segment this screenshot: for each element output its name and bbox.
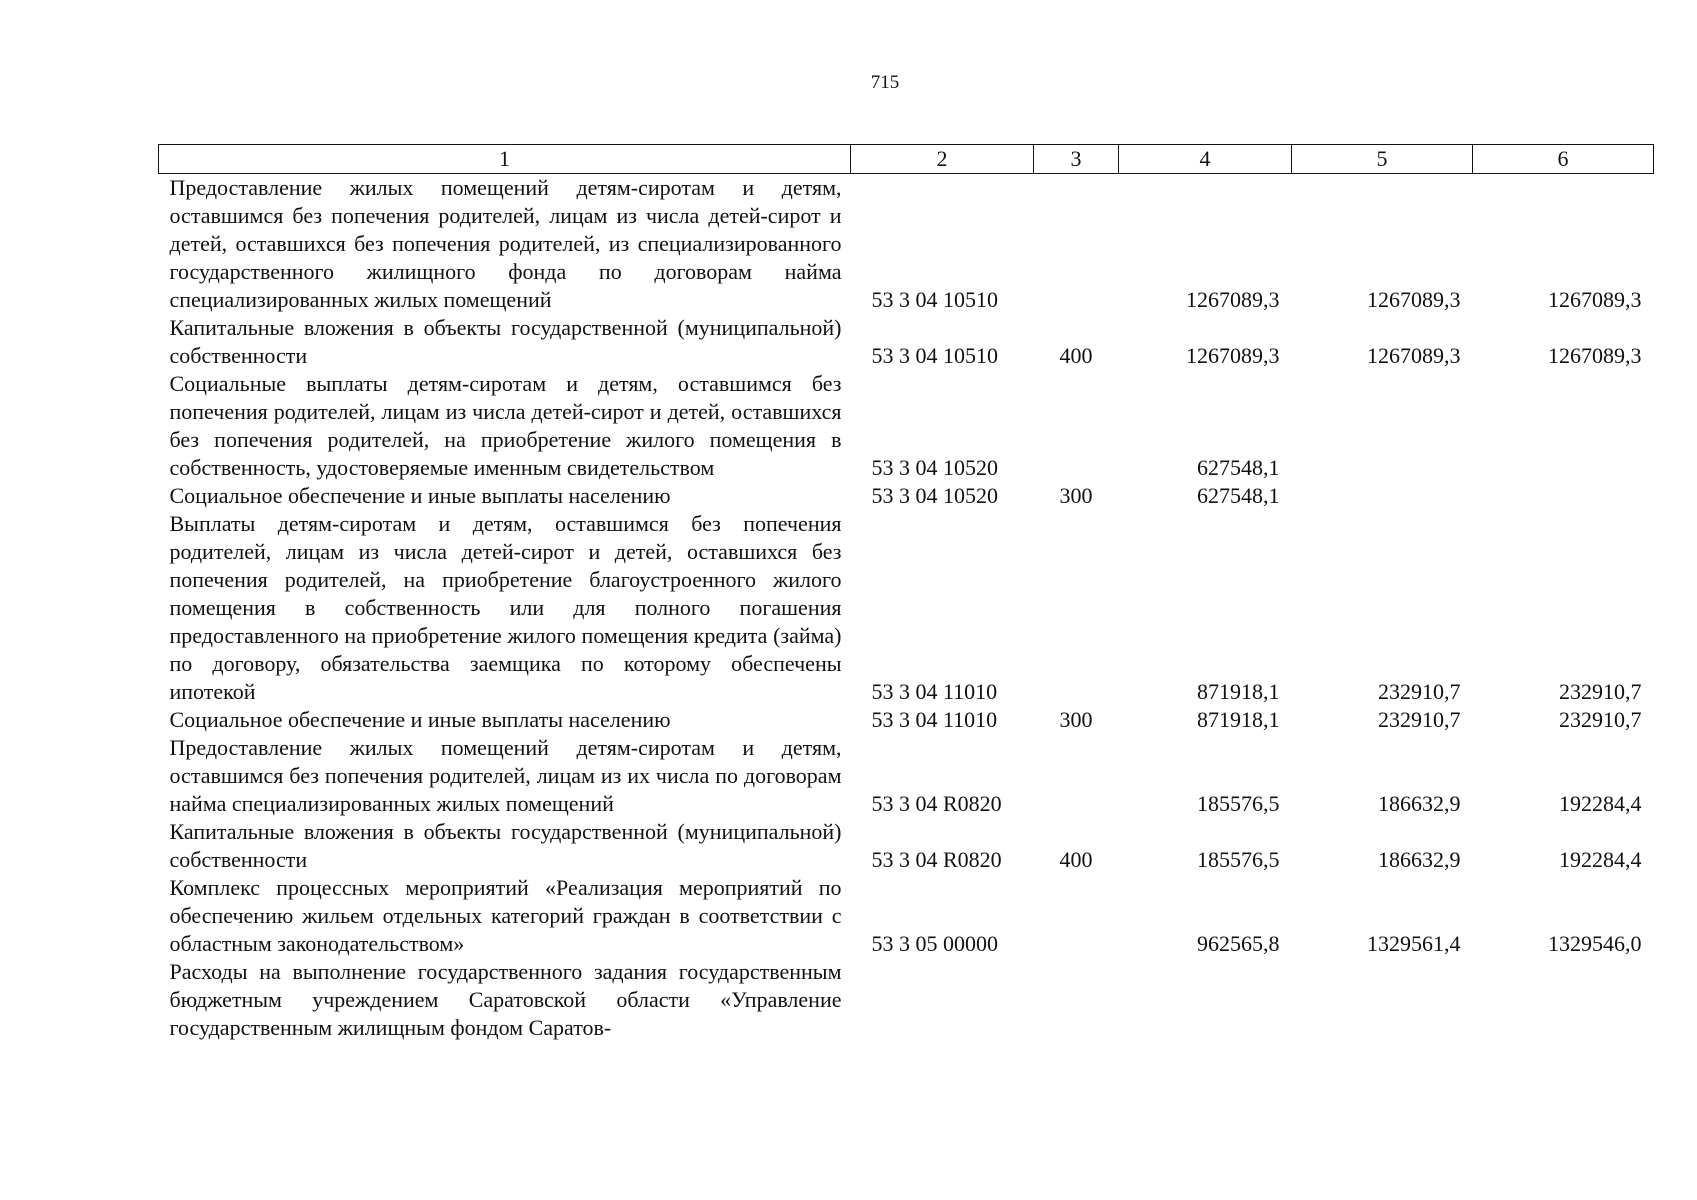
table-row [159,370,1654,482]
row-value-4: 1267089,3 [1186,287,1280,312]
row-name: Капитальные вложения в объекты государственной (муниципальной) собственности [169,819,842,872]
column-header-value-4: 4 [1119,145,1292,174]
row-value-6 [1473,958,1654,1042]
row-name: Социальное обеспечение и иные выплаты населению [169,707,671,732]
row-type [1034,958,1119,1042]
table-row [159,314,1654,370]
row-value-4: 962565,8 [1197,931,1280,956]
row-name: Социальные выплаты детям-сиротам и детям, оставшимся без попечения родителей, лицам из числа детей-сирот и детей, оставшихся без попечения родителей, на приобретение жилого помещения в собственность, удостоверяемые именным свидетельством [169,371,842,480]
row-code: 53 3 05 00000 [871,931,998,956]
row-code: 53 3 04 11010 [871,679,998,704]
row-code [851,958,1034,1042]
table-row [159,958,1654,1042]
row-value-4: 871918,1 [1197,679,1280,704]
row-value-4: 627548,1 [1197,455,1280,480]
table-row [159,510,1654,706]
row-name: Комплекс процессных мероприятий «Реализация мероприятий по обеспечению жильем отдельных категорий граждан в соответствии с областным законодательством» [169,875,842,956]
row-value-5 [1292,370,1473,482]
row-type [1034,874,1119,958]
row-value-6 [1473,370,1654,482]
row-type: 400 [1059,847,1093,872]
column-header-name: 1 [159,145,851,174]
row-type [1034,370,1119,482]
row-value-4: 185576,5 [1197,847,1280,872]
row-type: 400 [1059,343,1093,368]
row-value-6: 1267089,3 [1548,287,1642,312]
row-value-4 [1119,958,1292,1042]
row-value-5: 1329561,4 [1367,931,1461,956]
column-header-type: 3 [1034,145,1119,174]
row-name: Выплаты детям-сиротам и детям, оставшимся без попечения родителей, лицам из числа детей-сирот и детей, оставшихся без попечения родителей, на приобретение благоустроенного жилого помещения в собственность или для полного погашения предоставленного на приобретение жилого помещения кредита (займа) по договору, обязательства заемщика по которому обеспечены ипотекой [169,511,842,704]
row-name: Капитальные вложения в объекты государственной (муниципальной) собственности [169,315,842,368]
header-row [159,145,1654,174]
table-body [159,174,1654,1043]
row-value-6: 192284,4 [1559,791,1642,816]
table-row [159,818,1654,874]
row-value-6: 232910,7 [1559,679,1642,704]
row-type [1034,174,1119,315]
row-code: 53 3 04 10510 [871,343,998,368]
row-name: Предоставление жилых помещений детям-сиротам и детям, оставшимся без попечения родителей, лицам из их числа по договорам найма специализированных жилых помещений [169,735,842,816]
row-value-4: 627548,1 [1197,483,1280,508]
table-row [159,706,1654,734]
row-code: 53 3 04 10520 [871,455,998,480]
row-value-5: 186632,9 [1378,847,1461,872]
row-value-6: 192284,4 [1559,847,1642,872]
row-code: 53 3 04 10510 [871,287,998,312]
row-value-4: 871918,1 [1197,707,1280,732]
row-value-6: 1329546,0 [1548,931,1642,956]
row-code: 53 3 04 R0820 [871,791,1002,816]
row-value-5 [1292,958,1473,1042]
column-header-code: 2 [851,145,1034,174]
page-number: 715 [870,72,900,93]
table-row [159,874,1654,958]
row-type: 300 [1059,483,1093,508]
table-row [159,174,1654,315]
column-header-value-6: 6 [1473,145,1654,174]
row-type [1034,510,1119,706]
table-row [159,482,1654,510]
row-value-4: 1267089,3 [1186,343,1280,368]
row-code: 53 3 04 10520 [871,483,998,508]
budget-table [158,144,1654,1042]
row-code: 53 3 04 11010 [871,707,998,732]
row-value-5: 186632,9 [1378,791,1461,816]
row-value-6 [1473,482,1654,510]
table-row [159,734,1654,818]
column-header-value-5: 5 [1292,145,1473,174]
row-name: Расходы на выполнение государственного задания государственным бюджетным учреждением Саратовской области «Управление государственным жилищным фондом Саратов- [169,959,842,1040]
row-value-5: 1267089,3 [1367,287,1461,312]
row-value-5: 232910,7 [1378,707,1461,732]
row-value-5 [1292,482,1473,510]
row-value-6: 1267089,3 [1548,343,1642,368]
row-type: 300 [1059,707,1093,732]
row-name: Предоставление жилых помещений детям-сиротам и детям, оставшимся без попечения родителей, лицам из числа детей-сирот и детей, оставшихся без попечения родителей, из специализированного государственного жилищного фонда по договорам найма специализированных жилых помещений [169,175,842,312]
table-header [159,145,1654,174]
row-code: 53 3 04 R0820 [871,847,1002,872]
row-value-5: 1267089,3 [1367,343,1461,368]
row-type [1034,734,1119,818]
row-name: Социальное обеспечение и иные выплаты населению [169,483,671,508]
row-value-4: 185576,5 [1197,791,1280,816]
row-value-6: 232910,7 [1559,707,1642,732]
row-value-5: 232910,7 [1378,679,1461,704]
